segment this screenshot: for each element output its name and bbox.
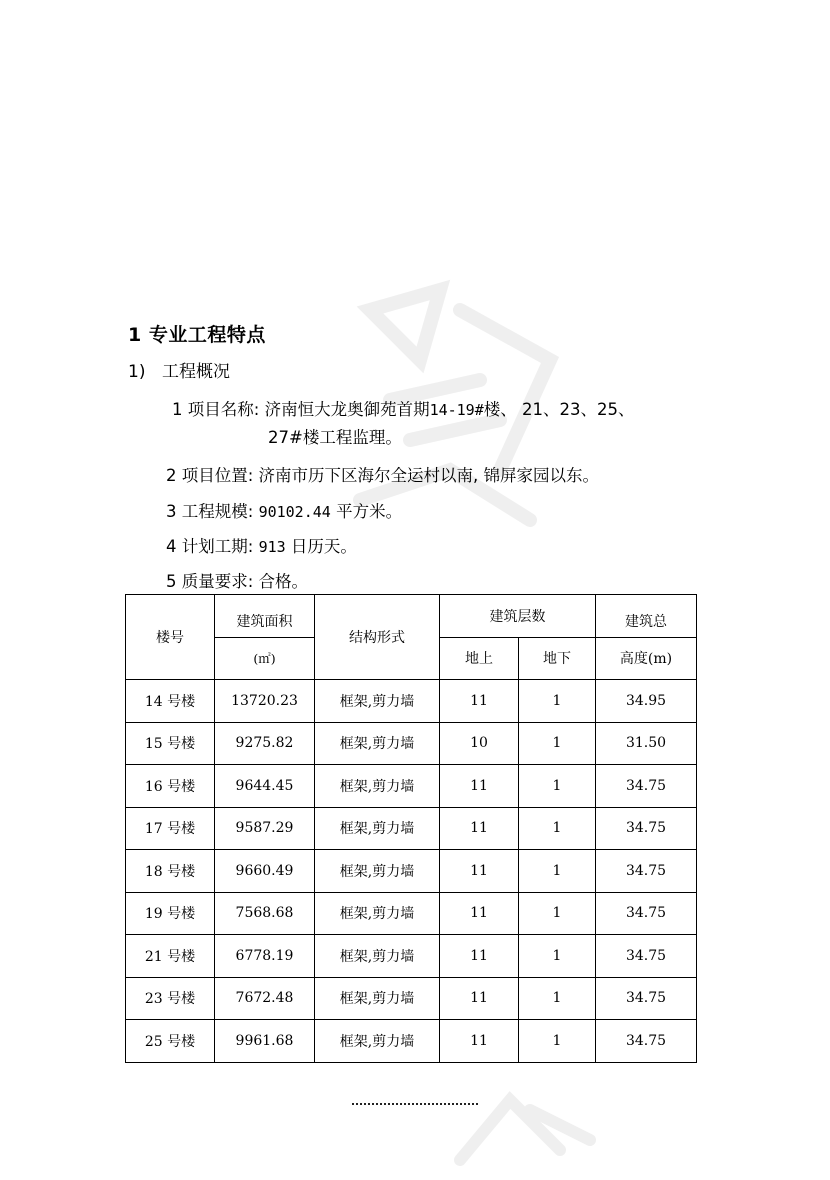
cell-structure: 框架,剪力墙	[315, 807, 440, 850]
item1-code: 14-19#	[429, 401, 484, 419]
cell-height: 31.50	[596, 722, 697, 765]
cell-below: 1	[519, 935, 596, 978]
table-row	[126, 850, 697, 893]
cell-above: 11	[440, 935, 519, 978]
table-row	[126, 892, 697, 935]
cell-area: 7672.48	[215, 977, 315, 1020]
cell-below: 1	[519, 1020, 596, 1063]
item-project-location: 2 项目位置: 济南市历下区海尔全运村以南, 锦屏家园以东。	[166, 466, 600, 485]
cell-above: 11	[440, 680, 519, 723]
table-row	[126, 722, 697, 765]
item1-label: 1 项目名称:	[172, 400, 260, 419]
cell-structure: 框架,剪力墙	[315, 1020, 440, 1063]
header-height-line1: 建筑总	[596, 595, 697, 638]
section-heading	[128, 320, 266, 347]
table-row	[126, 765, 697, 808]
item4-value: 913	[258, 538, 286, 556]
cell-above: 11	[440, 850, 519, 893]
item1-text-b: 楼、 21、23、25、	[483, 400, 635, 419]
cell-above: 10	[440, 722, 519, 765]
cell-structure: 框架,剪力墙	[315, 765, 440, 808]
cell-below: 1	[519, 892, 596, 935]
cell-height: 34.75	[596, 892, 697, 935]
cell-building: 15 号楼	[126, 722, 215, 765]
header-building: 楼号	[126, 595, 215, 680]
table-header-row	[126, 595, 697, 638]
cell-height: 34.95	[596, 680, 697, 723]
cell-building: 17 号楼	[126, 807, 215, 850]
cell-height: 34.75	[596, 935, 697, 978]
cell-height: 34.75	[596, 807, 697, 850]
table-row	[126, 977, 697, 1020]
cell-height: 34.75	[596, 765, 697, 808]
cell-building: 23 号楼	[126, 977, 215, 1020]
cell-height: 34.75	[596, 1020, 697, 1063]
item1-text-a: 济南恒大龙奥御苑首期	[264, 400, 430, 419]
subsection-number: 1)	[128, 362, 146, 382]
header-area: 建筑面积	[215, 595, 315, 638]
cell-structure: 框架,剪力墙	[315, 850, 440, 893]
item3-value: 90102.44	[258, 503, 331, 521]
cell-area: 9961.68	[215, 1020, 315, 1063]
item4-unit: 日历天。	[290, 537, 357, 556]
building-spec-table	[125, 594, 697, 1063]
cell-area: 9660.49	[215, 850, 315, 893]
header-structure: 结构形式	[315, 595, 440, 680]
item-quality-requirement: 5 质量要求: 合格。	[166, 572, 309, 591]
cell-area: 9275.82	[215, 722, 315, 765]
item-project-name	[172, 396, 634, 420]
subsection-title: 工程概况	[162, 362, 230, 382]
header-above: 地上	[440, 637, 519, 680]
cell-below: 1	[519, 680, 596, 723]
cell-area: 6778.19	[215, 935, 315, 978]
cell-area: 9587.29	[215, 807, 315, 850]
cell-above: 11	[440, 765, 519, 808]
item3-unit: 平方米。	[336, 502, 403, 521]
cell-below: 1	[519, 722, 596, 765]
cell-above: 11	[440, 807, 519, 850]
cell-below: 1	[519, 807, 596, 850]
cell-structure: 框架,剪力墙	[315, 892, 440, 935]
watermark-graphic-bottom	[440, 1080, 600, 1180]
footer-dotted-rule	[352, 1103, 478, 1105]
header-area-unit: (㎡)	[215, 637, 315, 680]
cell-building: 18 号楼	[126, 850, 215, 893]
item-project-duration	[166, 533, 357, 557]
cell-structure: 框架,剪力墙	[315, 722, 440, 765]
cell-below: 1	[519, 977, 596, 1020]
section-title: 专业工程特点	[148, 324, 266, 346]
cell-building: 19 号楼	[126, 892, 215, 935]
cell-area: 7568.68	[215, 892, 315, 935]
table-row	[126, 1020, 697, 1063]
header-below: 地下	[519, 637, 596, 680]
header-height-line2: 高度(m)	[596, 637, 697, 680]
cell-structure: 框架,剪力墙	[315, 680, 440, 723]
item3-label: 3 工程规模:	[166, 502, 254, 521]
cell-building: 16 号楼	[126, 765, 215, 808]
table-row	[126, 680, 697, 723]
cell-below: 1	[519, 765, 596, 808]
subsection-heading	[128, 357, 230, 382]
item-project-scale	[166, 498, 402, 522]
item-project-name-cont: 27#楼工程监理。	[268, 428, 402, 447]
item4-label: 4 计划工期:	[166, 537, 254, 556]
cell-above: 11	[440, 1020, 519, 1063]
cell-area: 13720.23	[215, 680, 315, 723]
cell-height: 34.75	[596, 977, 697, 1020]
cell-structure: 框架,剪力墙	[315, 977, 440, 1020]
table-row	[126, 807, 697, 850]
section-number: 1	[128, 324, 142, 346]
cell-structure: 框架,剪力墙	[315, 935, 440, 978]
table-row	[126, 935, 697, 978]
cell-building: 25 号楼	[126, 1020, 215, 1063]
header-floors: 建筑层数	[440, 595, 596, 638]
cell-area: 9644.45	[215, 765, 315, 808]
cell-above: 11	[440, 977, 519, 1020]
cell-above: 11	[440, 892, 519, 935]
cell-height: 34.75	[596, 850, 697, 893]
cell-building: 21 号楼	[126, 935, 215, 978]
cell-below: 1	[519, 850, 596, 893]
cell-building: 14 号楼	[126, 680, 215, 723]
